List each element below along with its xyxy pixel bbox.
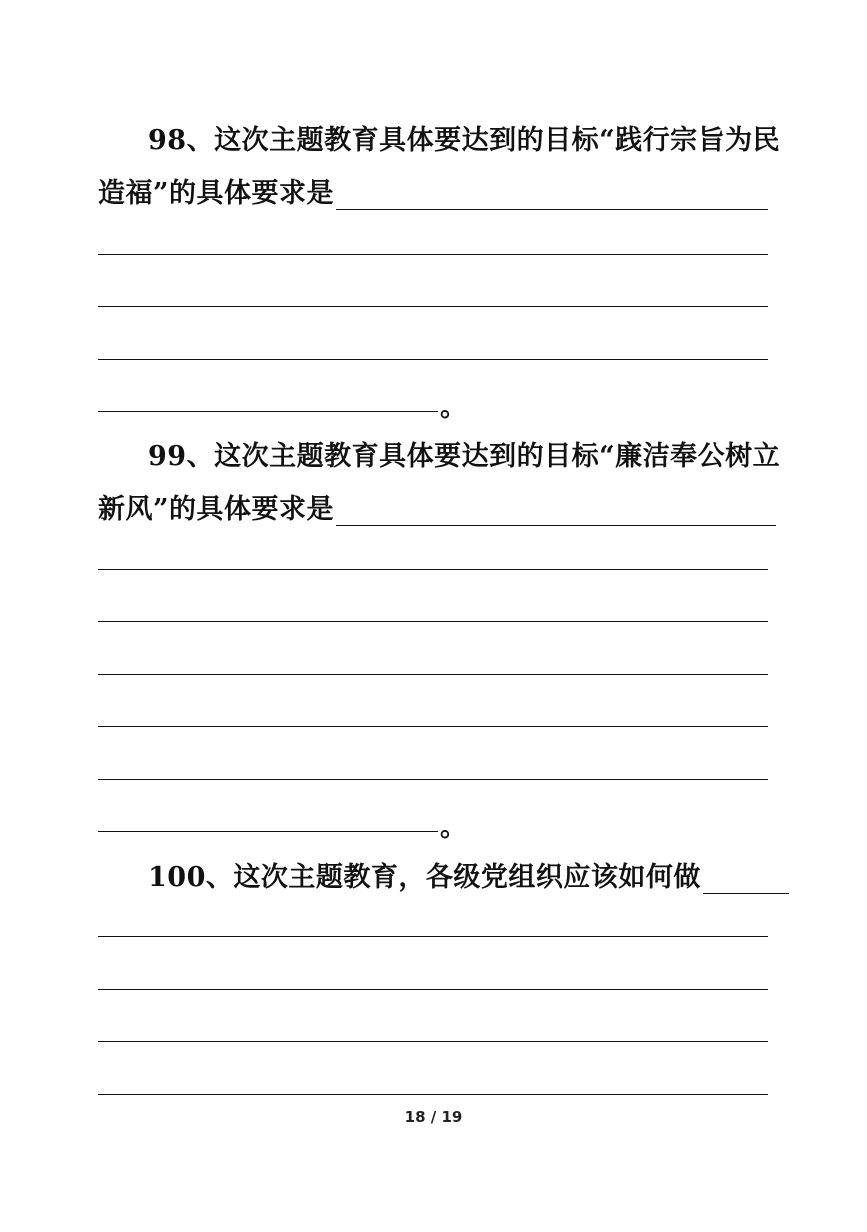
answer-line[interactable] xyxy=(98,254,768,255)
answer-line[interactable] xyxy=(98,674,768,675)
answer-line[interactable] xyxy=(98,621,768,622)
answer-line-short[interactable] xyxy=(98,411,438,412)
question-99-line2-row xyxy=(98,494,776,526)
answer-line[interactable] xyxy=(98,359,768,360)
question-99-answer-blank[interactable] xyxy=(336,497,776,526)
answer-line[interactable] xyxy=(98,989,768,990)
question-98-line1: 98、这次主题教育具体要达到的目标“践行宗旨为民 xyxy=(148,125,781,156)
question-99-line2: 新风”的具体要求是 xyxy=(98,494,335,525)
question-99-period: 。 xyxy=(440,812,467,843)
answer-line[interactable] xyxy=(98,1041,768,1042)
question-100-line1: 100、这次主题教育，各级党组织应该如何做 xyxy=(148,862,701,893)
answer-line-short[interactable] xyxy=(98,831,438,832)
question-98-answer-blank[interactable] xyxy=(336,181,768,210)
answer-line[interactable] xyxy=(98,936,768,937)
question-98-period: 。 xyxy=(440,392,467,423)
question-98-line2: 造福”的具体要求是 xyxy=(98,178,335,209)
answer-line[interactable] xyxy=(98,726,768,727)
question-98-line2-row xyxy=(98,178,768,210)
answer-line[interactable] xyxy=(98,569,768,570)
answer-line[interactable] xyxy=(98,779,768,780)
question-100-answer-blank[interactable] xyxy=(703,865,789,894)
page-number: 18 / 19 xyxy=(404,1108,463,1126)
answer-line[interactable] xyxy=(98,1094,768,1095)
question-100-line1-row xyxy=(148,862,789,894)
question-99-line1: 99、这次主题教育具体要达到的目标“廉洁奉公树立 xyxy=(148,441,781,472)
answer-line[interactable] xyxy=(98,306,768,307)
